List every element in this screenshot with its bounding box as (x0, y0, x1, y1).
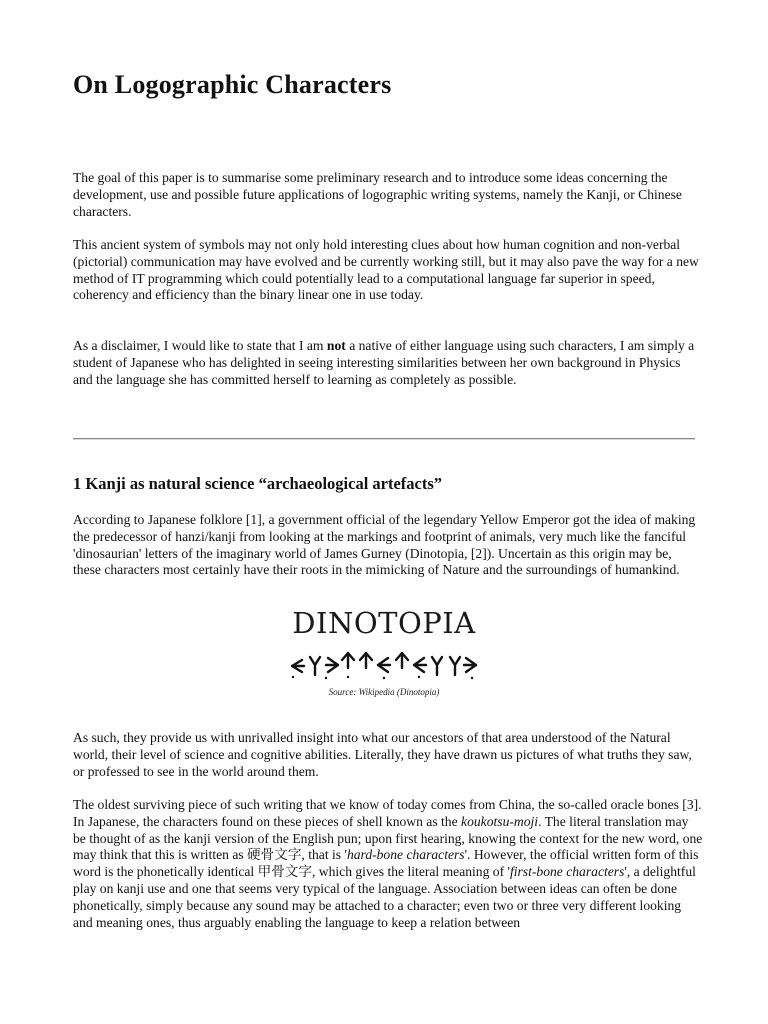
intro-paragraph-2: This ancient system of symbols may not only hold interesting clues about how human cognition and non-verbal (pictorial) communication may have evolved and be currently working still, but it may also pave the way for a new method of IT programming which could potentially lead to a computational language far superior in speed, coherency and efficiency than the binary linear one in use today. (73, 237, 699, 303)
italic-term: koukotsu-moji (461, 813, 539, 829)
section-1-heading: 1 Kanji as natural science “archaeological artefacts” (73, 474, 443, 493)
disclaimer-text-end: a native of either language using such characters, I am simply a student of Japanese who has delighted in seeing interesting similarities between her own background in Physics and the language she has committed herself to learning as completely as possible. (73, 338, 695, 387)
section-1-paragraph-2: As such, they provide us with unrivalled insight into what our ancestors of that area understood of the Natural world, their level of science and cognitive abilities. Literally, they have drawn us pictures of what truths they saw, or professed to see in the world around them. (73, 730, 692, 779)
paragraph-text: . The literal translation may be thought of as the kanji version of the English pun; upon first hearing, knowing the context for the new word, one may think that this is written as 硬骨文字, that is ' (73, 813, 703, 863)
page-title: On Logographic Characters (73, 70, 392, 99)
paragraph-text: '. However, the official written form of this word is the phonetically identical 甲骨文字, which gives the literal meaning of ' (73, 847, 699, 880)
disclaimer-text-start: As a disclaimer, I would like to state that I am (73, 338, 327, 353)
italic-term: first-bone characters (509, 864, 625, 880)
paragraph-text: ', a delightful play on kanji use and one that seems very typical of the language. Association between ideas can often be done phonetically, simply because any sound may be attached to a character; even two or three very different looking and meaning ones, thus arguably enabling the language to keep a relation between (73, 864, 696, 930)
paragraph-text: The oldest surviving piece of such writing that we know of today comes from China, the so-called oracle bones [3]. In Japanese, the characters found on these pieces of shell known as the (73, 797, 702, 829)
section-1-paragraph-3 (73, 797, 703, 931)
italic-term: hard-bone characters (346, 847, 465, 863)
intro-paragraph-3 (73, 338, 703, 388)
disclaimer-emphasis: not (326, 338, 346, 353)
section-1-paragraph-1: According to Japanese folklore [1], a government official of the legendary Yellow Emperor got the idea of making the predecessor of hanzi/kanji from looking at the markings and footprint of animals, very much like the fanciful 'dinosaurian' letters of the imaginary world of James Gurney (Dinotopia, [2]). Uncertain as this origin may be, these characters most certainly have their roots in the mimicking of Nature and the surroundings of humankind. (73, 512, 696, 578)
dinotopia-figure (286, 606, 482, 700)
section-divider (73, 438, 695, 440)
figure-caption: Source: Wikipedia (Dinotopia) (328, 687, 440, 697)
intro-paragraph-1: The goal of this paper is to summarise some preliminary research and to introduce some ideas concerning the development, use and possible future applications of logographic writing systems, namely the Kanji, or Chinese characters. (73, 170, 682, 219)
dinotopia-logo: DINOTOPIA (292, 606, 476, 640)
dinosaur-footprint-alphabet-icon (286, 648, 482, 684)
